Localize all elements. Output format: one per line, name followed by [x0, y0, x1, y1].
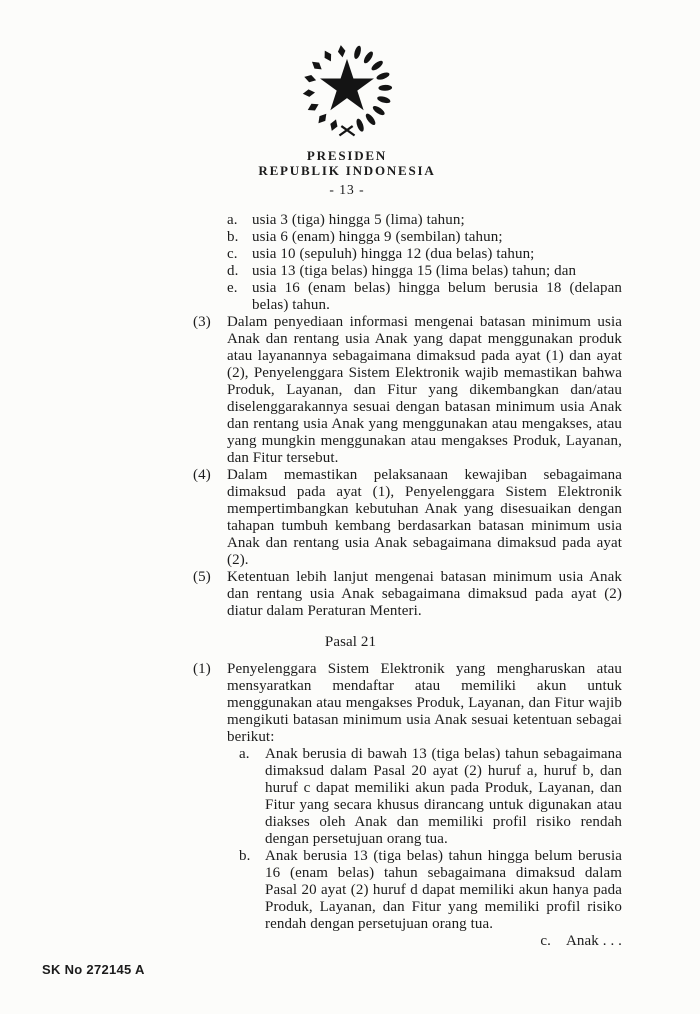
wreath-stems: [339, 126, 354, 135]
item-marker: (3): [193, 314, 211, 330]
page-number: - 13 -: [329, 182, 365, 197]
pasal21-ayat-1: [193, 661, 622, 746]
item-text: usia 13 (tiga belas) hingga 15 (lima belas) tahun; dan: [252, 263, 577, 279]
ayat-paragraph-4: [193, 467, 622, 569]
institution-name-line2: REPUBLIK INDONESIA: [258, 163, 436, 178]
institution-name-line1: PRESIDEN: [306, 148, 388, 163]
item-marker: c.: [227, 246, 238, 262]
list-item: [227, 212, 622, 229]
section-heading-pasal-21: Pasal 21: [324, 634, 377, 650]
item-text: Dalam memastikan pelaksanaan kewajiban sebagaimana dimaksud pada ayat (1), Penyelenggara Sistem Elektronik mempertimbangkan kebutuhan Anak yang disesuaikan dengan tahapan tumbuh kembang berdasarkan batasan minimum usia Anak dan rentang usia Anak sebagaimana dimaksud pada ayat (2).: [227, 467, 622, 568]
item-text: usia 3 (tiga) hingga 5 (lima) tahun;: [252, 212, 465, 228]
item-marker: (4): [193, 467, 211, 483]
item-text: Anak berusia 13 (tiga belas) tahun hingga belum berusia 16 (enam belas) tahun sebagaimana dimaksud dalam Pasal 20 ayat (2) huruf d dapat memiliki akun hanya pada Produk, Layanan, dan Fitur yang memiliki profil risiko rendah dengan persetujuan orang tua.: [265, 848, 622, 932]
item-marker: (5): [193, 569, 211, 585]
ayat-paragraph-3: [193, 314, 622, 467]
catchword-text: Anak . . .: [566, 933, 622, 949]
list-item: [227, 229, 622, 246]
item-marker: d.: [227, 263, 239, 279]
footer-doc-code: SK No 272145 A: [42, 962, 145, 977]
page-header: [0, 40, 694, 197]
item-text: Dalam penyediaan informasi mengenai batasan minimum usia Anak dan rentang usia Anak yang dapat menggunakan produk atau layanannya sebagaimana dimaksud pada ayat (1) dan ayat (2), Penyelenggara Sistem Elektronik wajib memastikan bahwa Produk, Layanan, dan Fitur yang dikembangkan dan/atau diselenggarakannya sesuai dengan batasan minimum usia Anak dan rentang usia Anak yang menggunakan atau mengakses, atau yang mungkin menggunakan atau mengakses Produk, Layanan, dan Fitur tersebut.: [227, 314, 622, 466]
list-item: [239, 848, 622, 933]
item-marker: a.: [227, 212, 238, 228]
document-body: [193, 212, 622, 950]
age-range-list: [227, 212, 622, 314]
star-icon: [320, 59, 374, 110]
account-age-list: [239, 746, 622, 933]
item-text: usia 16 (enam belas) hingga belum berusia 18 (delapan belas) tahun.: [252, 280, 622, 313]
list-item: [227, 280, 622, 314]
catchword-marker: c.: [540, 933, 551, 949]
item-marker: e.: [227, 280, 238, 296]
catchword: [193, 933, 622, 950]
item-marker: a.: [239, 746, 250, 762]
item-text: usia 10 (sepuluh) hingga 12 (dua belas) tahun;: [252, 246, 535, 262]
list-item: [227, 246, 622, 263]
item-text: Ketentuan lebih lanjut mengenai batasan minimum usia Anak dan rentang usia Anak sebagaimana dimaksud pada ayat (2) diatur dalam Peraturan Menteri.: [227, 569, 622, 619]
item-marker: b.: [239, 848, 251, 864]
item-text: Penyelenggara Sistem Elektronik yang mengharuskan atau mensyaratkan mendaftar atau memiliki akun untuk menggunakan atau mengakses Produk, Layanan, dan Fitur wajib mengikuti batasan minimum usia Anak sesuai ketentuan sebagai berikut:: [227, 661, 622, 745]
presidential-star-wreath-emblem-icon: [295, 40, 399, 144]
item-marker: (1): [193, 661, 211, 677]
list-item: [227, 263, 622, 280]
list-item: [239, 746, 622, 848]
item-text: usia 6 (enam) hingga 9 (sembilan) tahun;: [252, 229, 503, 245]
item-marker: b.: [227, 229, 239, 245]
item-text: Anak berusia di bawah 13 (tiga belas) tahun sebagaimana dimaksud dalam Pasal 20 ayat (2) huruf a, huruf b, dan huruf c dapat memiliki akun pada Produk, Layanan, dan Fitur yang secara khusus dirancang untuk digunakan atau diakses oleh Anak dan memiliki profil risiko rendah dengan persetujuan orang tua.: [265, 746, 622, 847]
ayat-paragraph-5: [193, 569, 622, 620]
